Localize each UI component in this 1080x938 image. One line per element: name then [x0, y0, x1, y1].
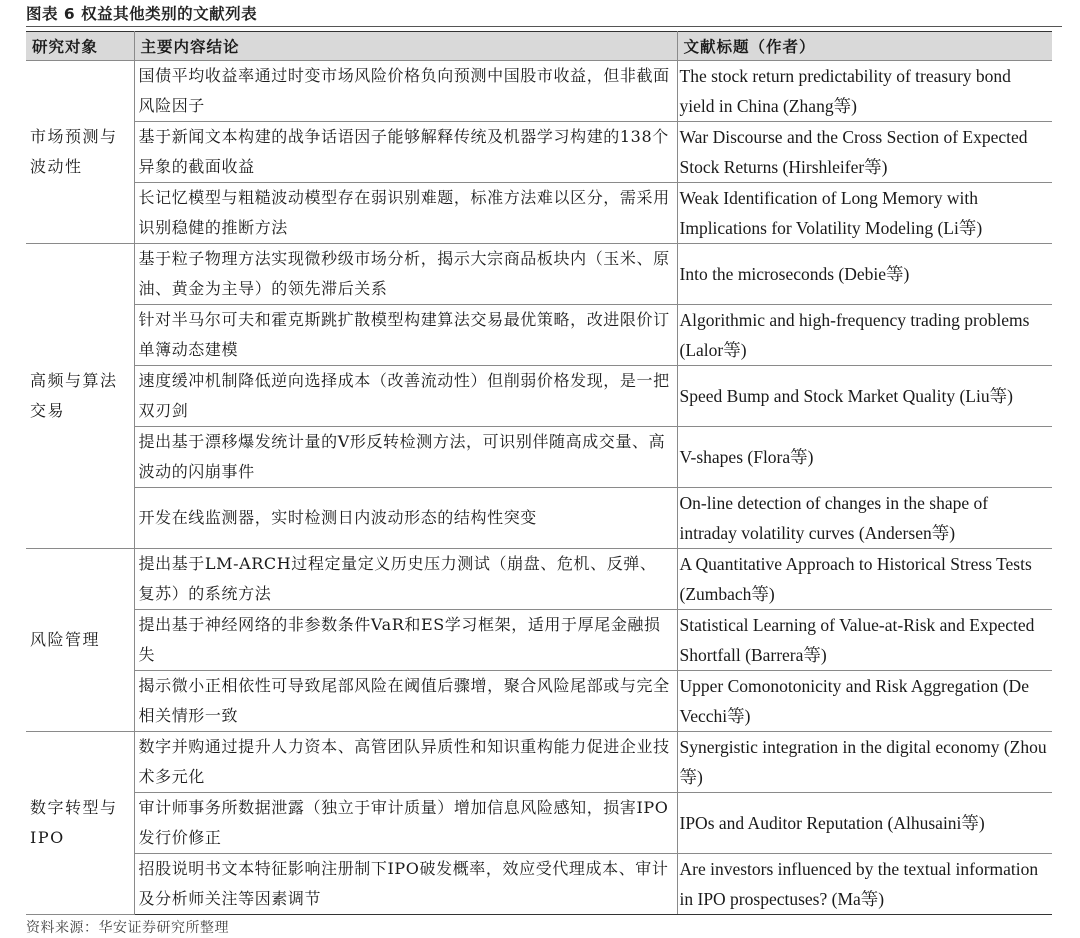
table-row	[26, 244, 1052, 305]
content-cell: 数字并购通过提升人力资本、高管团队异质性和知识重构能力促进企业技术多元化	[134, 732, 677, 793]
category-cell: 高频与算法交易	[26, 244, 134, 549]
figure-title: 图表 6 权益其他类别的文献列表	[26, 5, 258, 23]
reference-cell: Synergistic integration in the digital economy (Zhou等)	[677, 732, 1052, 793]
content-cell: 国债平均收益率通过时变市场风险价格负向预测中国股市收益，但非截面风险因子	[134, 61, 677, 122]
table-row	[26, 427, 1052, 488]
literature-table	[26, 31, 1052, 915]
content-cell: 基于新闻文本构建的战争话语因子能够解释传统及机器学习构建的138个异象的截面收益	[134, 122, 677, 183]
category-cell: 数字转型与IPO	[26, 732, 134, 915]
reference-cell: Weak Identification of Long Memory with Implications for Volatility Modeling (Li等)	[677, 183, 1052, 244]
table-row	[26, 732, 1052, 793]
reference-cell: Into the microseconds (Debie等)	[677, 244, 1052, 305]
header-reference-title: 文献标题（作者）	[677, 32, 1052, 61]
table-row	[26, 122, 1052, 183]
reference-cell: IPOs and Auditor Reputation (Alhusaini等)	[677, 793, 1052, 854]
table-row	[26, 61, 1052, 122]
reference-cell: Statistical Learning of Value-at-Risk and Expected Shortfall (Barrera等)	[677, 610, 1052, 671]
reference-cell: War Discourse and the Cross Section of Expected Stock Returns (Hirshleifer等)	[677, 122, 1052, 183]
table-row	[26, 183, 1052, 244]
reference-cell: V-shapes (Flora等)	[677, 427, 1052, 488]
source-note: 资料来源：华安证券研究所整理	[26, 920, 229, 936]
reference-cell: The stock return predictability of treasury bond yield in China (Zhang等)	[677, 61, 1052, 122]
table-row	[26, 854, 1052, 915]
table-row	[26, 549, 1052, 610]
header-row	[26, 32, 1052, 61]
table-row	[26, 488, 1052, 549]
content-cell: 揭示微小正相依性可导致尾部风险在阈值后骤增，聚合风险尾部或与完全相关情形一致	[134, 671, 677, 732]
content-cell: 提出基于神经网络的非参数条件VaR和ES学习框架，适用于厚尾金融损失	[134, 610, 677, 671]
content-cell: 提出基于漂移爆发统计量的V形反转检测方法，可识别伴随高成交量、高波动的闪崩事件	[134, 427, 677, 488]
table-row	[26, 305, 1052, 366]
table-row	[26, 366, 1052, 427]
content-cell: 提出基于LM-ARCH过程定量定义历史压力测试（崩盘、危机、反弹、复苏）的系统方法	[134, 549, 677, 610]
header-main-conclusion: 主要内容结论	[134, 32, 677, 61]
content-cell: 长记忆模型与粗糙波动模型存在弱识别难题，标准方法难以区分，需采用识别稳健的推断方法	[134, 183, 677, 244]
reference-cell: Are investors influenced by the textual information in IPO prospectuses? (Ma等)	[677, 854, 1052, 915]
category-cell: 市场预测与波动性	[26, 61, 134, 244]
table-row	[26, 671, 1052, 732]
category-cell: 风险管理	[26, 549, 134, 732]
content-cell: 招股说明书文本特征影响注册制下IPO破发概率，效应受代理成本、审计及分析师关注等因素调节	[134, 854, 677, 915]
reference-cell: On-line detection of changes in the shape of intraday volatility curves (Andersen等)	[677, 488, 1052, 549]
table-row	[26, 793, 1052, 854]
header-research-object: 研究对象	[26, 32, 134, 61]
title-rule	[26, 26, 1062, 27]
content-cell: 基于粒子物理方法实现微秒级市场分析，揭示大宗商品板块内（玉米、原油、黄金为主导）的领先滞后关系	[134, 244, 677, 305]
content-cell: 开发在线监测器，实时检测日内波动形态的结构性突变	[134, 488, 677, 549]
table-row	[26, 610, 1052, 671]
reference-cell: Speed Bump and Stock Market Quality (Liu等)	[677, 366, 1052, 427]
reference-cell: Algorithmic and high-frequency trading problems (Lalor等)	[677, 305, 1052, 366]
content-cell: 针对半马尔可夫和霍克斯跳扩散模型构建算法交易最优策略，改进限价订单簿动态建模	[134, 305, 677, 366]
content-cell: 速度缓冲机制降低逆向选择成本（改善流动性）但削弱价格发现，是一把双刃剑	[134, 366, 677, 427]
content-cell: 审计师事务所数据泄露（独立于审计质量）增加信息风险感知，损害IPO发行价修正	[134, 793, 677, 854]
reference-cell: A Quantitative Approach to Historical Stress Tests (Zumbach等)	[677, 549, 1052, 610]
reference-cell: Upper Comonotonicity and Risk Aggregation (De Vecchi等)	[677, 671, 1052, 732]
